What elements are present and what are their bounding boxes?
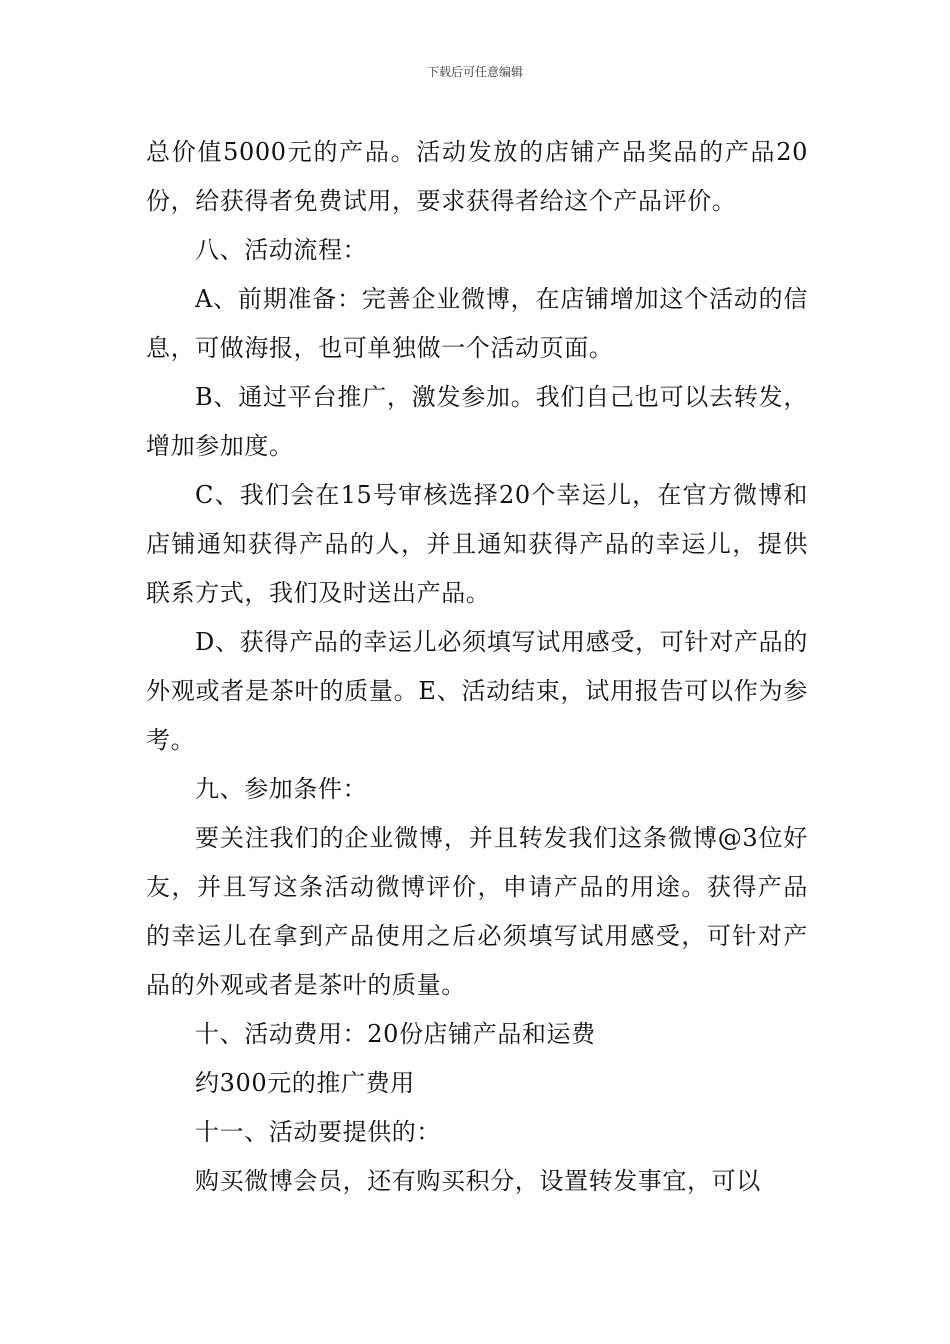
- heading-participation-conditions: 九、参加条件：: [195, 775, 368, 803]
- paragraph-step-a: A、前期准备：完善企业微博，在店铺增加这个活动的信息，可做海报，也可单独做一个活动页面。: [146, 285, 808, 362]
- paragraph-promotion-cost: 约300元的推广费用: [195, 1069, 415, 1097]
- document-body: [146, 128, 808, 1206]
- heading-activity-cost: 十、活动费用：20份店铺产品和运费: [195, 1020, 596, 1048]
- paragraph-step-d-e: D、获得产品的幸运儿必须填写试用感受，可针对产品的外观或者是茶叶的质量。E、活动结束，试用报告可以作为参考。: [146, 628, 808, 754]
- heading-activity-process: 八、活动流程：: [195, 236, 368, 264]
- paragraph-step-c: C、我们会在15号审核选择20个幸运儿，在官方微博和店铺通知获得产品的人，并且通知获得产品的幸运儿，提供联系方式，我们及时送出产品。: [146, 481, 808, 607]
- page-header: 下载后可任意编辑: [426, 65, 523, 79]
- paragraph-prize-value: 总价值5000元的产品。活动发放的店铺产品奖品的产品20份，给获得者免费试用，要求获得者给这个产品评价。: [146, 138, 808, 215]
- heading-activity-provisions: 十一、活动要提供的：: [195, 1118, 441, 1146]
- paragraph-provisions: 购买微博会员，还有购买积分，设置转发事宜，可以: [195, 1167, 761, 1195]
- paragraph-step-b: B、通过平台推广，激发参加。我们自己也可以去转发，增加参加度。: [146, 383, 808, 460]
- paragraph-conditions: 要关注我们的企业微博，并且转发我们这条微博@3位好友，并且写这条活动微博评价，申请产品的用途。获得产品的幸运儿在拿到产品使用之后必须填写试用感受，可针对产品的外观或者是茶叶的质量。: [146, 824, 808, 999]
